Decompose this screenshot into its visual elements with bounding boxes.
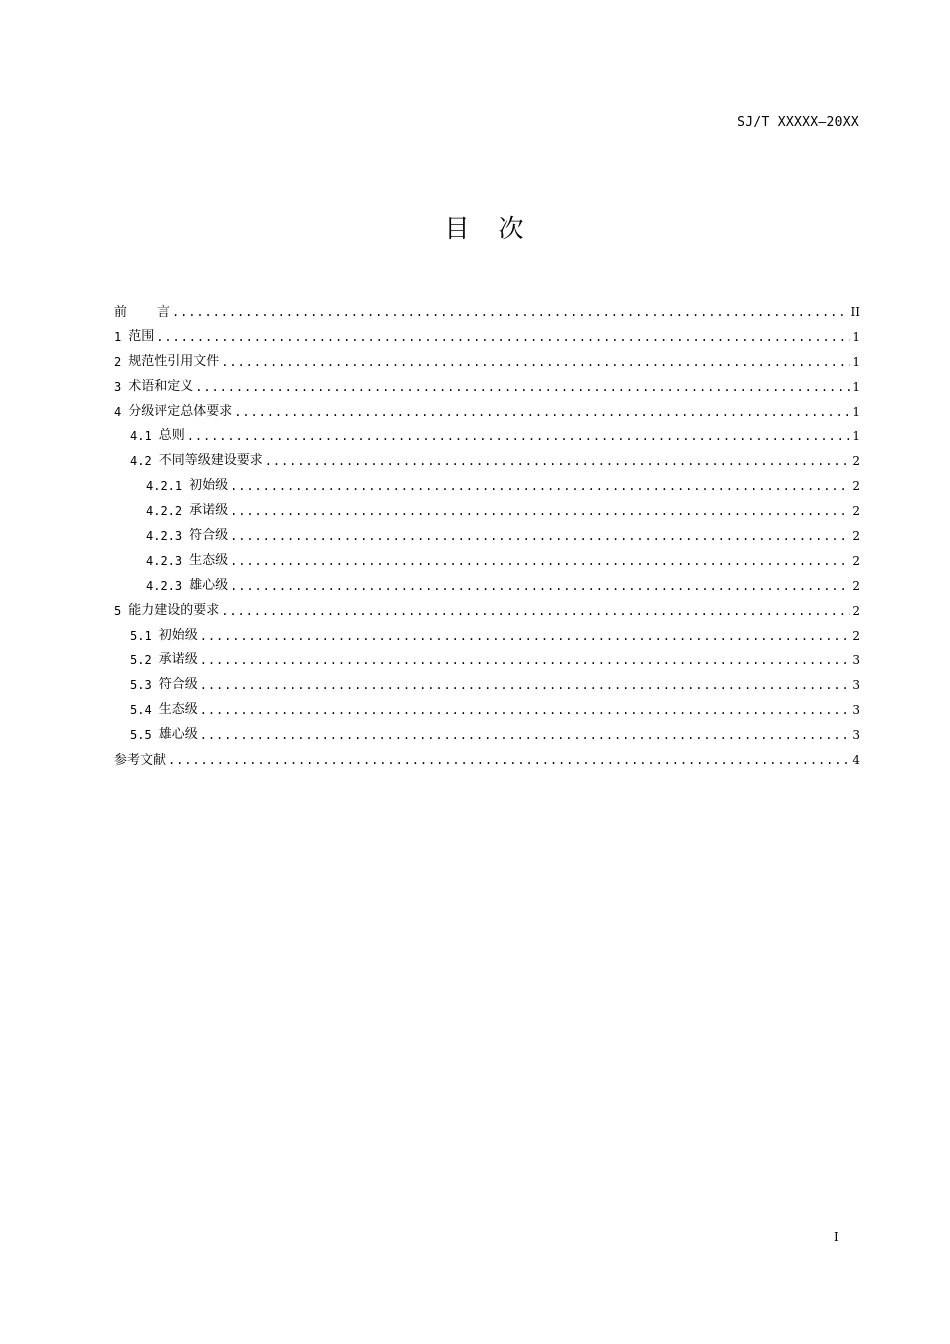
toc-entry[interactable]	[114, 352, 860, 377]
toc-entry-page: 3	[852, 678, 860, 693]
toc-entry-number: 4.2	[130, 454, 152, 469]
dot-leader	[187, 426, 851, 446]
toc-entry-text: 承诺级	[189, 503, 229, 519]
toc-entry-page: 2	[852, 454, 860, 469]
toc-entry-text: 规范性引用文件	[128, 353, 220, 369]
toc-entry-text: 符合级	[189, 528, 229, 544]
toc-entry[interactable]	[114, 650, 860, 675]
toc-entry-label	[114, 402, 232, 422]
toc-entry-number: 5.5	[130, 728, 152, 743]
toc-entry-page: 2	[852, 553, 860, 568]
dot-leader	[221, 352, 850, 372]
toc-entry-label	[130, 626, 198, 646]
toc-entry[interactable]	[114, 526, 860, 551]
toc-entry-text: 范围	[128, 328, 155, 344]
toc-entry-number: 4	[114, 404, 122, 419]
toc-entry-page: 2	[852, 578, 860, 593]
toc-entry-foreword[interactable]	[114, 302, 860, 327]
toc-entry-label	[146, 551, 228, 571]
toc-entry-number: 5	[114, 603, 122, 618]
toc-entry-page: 2	[852, 504, 860, 519]
toc-entry-label	[114, 303, 170, 323]
dot-leader	[221, 601, 850, 621]
toc-entry-text: 术语和定义	[128, 378, 194, 394]
toc-entry[interactable]	[114, 451, 860, 476]
toc-entry-label	[114, 751, 166, 771]
toc-entry-page: 1	[852, 379, 860, 394]
toc-entry-number: 5.3	[130, 678, 152, 693]
dot-leader	[156, 327, 850, 347]
toc-entry-page: 3	[852, 728, 860, 743]
dot-leader	[172, 302, 849, 322]
toc-entry-label	[130, 451, 263, 471]
toc-entry-page: 2	[852, 603, 860, 618]
toc-entry-label	[130, 700, 198, 720]
toc-entry-page: II	[850, 305, 860, 319]
table-of-contents	[114, 302, 860, 775]
toc-entry-text: 不同等级建设要求	[158, 453, 263, 469]
toc-entry-bibliography[interactable]	[114, 750, 860, 775]
toc-entry-label	[114, 352, 219, 372]
toc-entry-page: 2	[852, 529, 860, 544]
dot-leader	[200, 650, 851, 670]
toc-entry-number: 2	[114, 354, 122, 369]
toc-entry-label	[130, 725, 198, 745]
toc-entry-number: 5.4	[130, 703, 152, 718]
toc-entry-text: 生态级	[158, 702, 198, 718]
toc-entry-number: 1	[114, 329, 122, 344]
toc-entry-number: 4.2.3	[146, 553, 183, 568]
toc-entry-page: 2	[852, 628, 860, 643]
toc-entry[interactable]	[114, 601, 860, 626]
toc-entry[interactable]	[114, 377, 860, 402]
dot-leader	[200, 700, 851, 720]
toc-entry[interactable]	[114, 675, 860, 700]
toc-entry-label	[130, 426, 185, 446]
toc-entry-number: 4.1	[130, 429, 152, 444]
toc-entry-label	[146, 576, 228, 596]
dot-leader	[195, 377, 850, 397]
toc-entry-number: 4.2.1	[146, 479, 183, 494]
toc-entry-page: 1	[852, 429, 860, 444]
toc-entry-page: 1	[852, 404, 860, 419]
dot-leader	[200, 725, 851, 745]
toc-entry-text: 初始级	[189, 478, 229, 494]
toc-entry-number: 5.2	[130, 653, 152, 668]
toc-entry-label-part: 前	[114, 305, 128, 320]
toc-entry-number: 4.2.3	[146, 529, 183, 544]
dot-leader	[200, 675, 851, 695]
toc-entry-text: 生态级	[189, 552, 229, 568]
toc-entry[interactable]	[114, 501, 860, 526]
toc-entry-label	[146, 526, 228, 546]
toc-entry[interactable]	[114, 551, 860, 576]
toc-entry[interactable]	[114, 576, 860, 601]
toc-entry-text: 能力建设的要求	[128, 602, 220, 618]
toc-entry-text: 雄心级	[189, 577, 229, 593]
page-number: I	[834, 1230, 839, 1244]
toc-entry-text: 分级评定总体要求	[128, 403, 233, 419]
toc-entry-label	[130, 650, 198, 670]
toc-entry-label	[130, 675, 198, 695]
toc-entry-number: 4.2.3	[146, 578, 183, 593]
dot-leader	[265, 451, 851, 471]
page-title: 目 次	[444, 214, 526, 243]
dot-leader	[200, 626, 851, 646]
toc-entry-label-part: 言	[156, 305, 170, 320]
toc-entry-text: 初始级	[158, 627, 198, 643]
toc-entry-page: 3	[852, 653, 860, 668]
toc-entry-label	[114, 327, 154, 347]
dot-leader	[234, 402, 850, 422]
toc-entry-page: 4	[852, 753, 860, 768]
toc-entry[interactable]	[114, 700, 860, 725]
toc-entry[interactable]	[114, 626, 860, 651]
toc-entry-page: 2	[852, 479, 860, 494]
toc-entry-number: 5.1	[130, 628, 152, 643]
dot-leader	[230, 526, 850, 546]
toc-entry-page: 1	[852, 354, 860, 369]
standard-code: SJ/T XXXXX—20XX	[737, 115, 859, 130]
toc-entry-text: 符合级	[158, 677, 198, 693]
toc-entry[interactable]	[114, 725, 860, 750]
toc-entry-label	[146, 501, 228, 521]
toc-entry[interactable]	[114, 327, 860, 352]
dot-leader	[230, 551, 850, 571]
toc-entry-page: 3	[852, 703, 860, 718]
toc-entry[interactable]	[114, 476, 860, 501]
dot-leader	[230, 501, 850, 521]
toc-entry-label	[114, 377, 193, 397]
toc-entry-number: 4.2.2	[146, 504, 183, 519]
toc-entry-text: 总则	[158, 428, 185, 444]
toc-entry-text: 雄心级	[158, 727, 198, 743]
dot-leader	[230, 576, 850, 596]
toc-entry-text: 承诺级	[158, 652, 198, 668]
toc-entry-number: 3	[114, 379, 122, 394]
toc-entry-text: 参考文献	[114, 753, 167, 769]
toc-entry[interactable]	[114, 426, 860, 451]
toc-entry-page: 1	[852, 329, 860, 344]
toc-entry[interactable]	[114, 402, 860, 427]
toc-entry-label	[146, 476, 228, 496]
toc-entry-label	[114, 601, 219, 621]
dot-leader	[168, 750, 850, 770]
dot-leader	[230, 476, 850, 496]
